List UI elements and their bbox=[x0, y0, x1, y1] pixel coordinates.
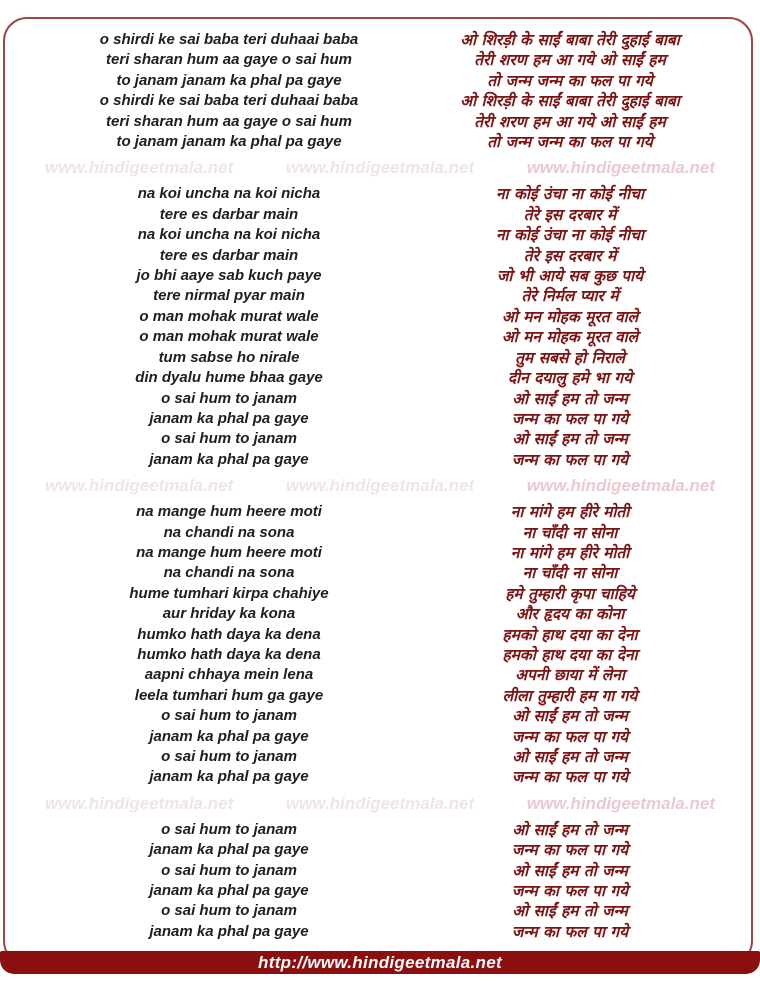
hindi-lyrics-column bbox=[380, 184, 760, 470]
footer-url-bar bbox=[0, 951, 760, 974]
lyric-line: ना कोई उंचा ना कोई नीचा bbox=[495, 226, 645, 245]
lyric-line: o shirdi ke sai baba teri duhaai baba bbox=[99, 92, 359, 110]
lyric-line: तुम सबसे हो निराले bbox=[515, 348, 625, 367]
stanza-2 bbox=[0, 184, 760, 470]
lyric-line: janam ka phal pa gaye bbox=[149, 409, 309, 427]
watermark-text: www.hindigeetmala.net bbox=[285, 793, 475, 813]
english-lyrics-column bbox=[0, 820, 380, 942]
lyric-line: tum sabse ho nirale bbox=[158, 348, 300, 366]
lyric-line: तो जन्म जन्म का फल पा गये bbox=[487, 71, 653, 90]
lyric-line: जन्म का फल पा गये bbox=[511, 882, 629, 901]
lyric-line: ना मांगे हम हीरे मोती bbox=[510, 503, 630, 522]
lyric-line: जन्म का फल पा गये bbox=[511, 450, 629, 469]
lyric-line: हमको हाथ दया का देना bbox=[502, 645, 638, 664]
lyric-line: to janam janam ka phal pa gaye bbox=[116, 133, 342, 151]
lyric-line: tere es darbar main bbox=[159, 205, 299, 223]
watermark-row-3 bbox=[0, 794, 760, 814]
watermark-text: www.hindigeetmala.net bbox=[526, 793, 715, 813]
lyric-line: जन्म का फल पा गये bbox=[511, 409, 629, 428]
lyric-line: janam ka phal pa gaye bbox=[149, 841, 309, 859]
lyric-line: जन्म का फल पा गये bbox=[511, 727, 629, 746]
stanza-4 bbox=[0, 820, 760, 942]
watermark-text: www.hindigeetmala.net bbox=[285, 476, 475, 496]
watermark-text: www.hindigeetmala.net bbox=[526, 476, 715, 496]
lyric-line: na chandi na sona bbox=[163, 564, 295, 582]
english-lyrics-column bbox=[0, 30, 380, 152]
lyric-line: ओ साईं हम तो जन्म bbox=[512, 902, 628, 921]
lyric-line: o sai hum to janam bbox=[161, 707, 297, 725]
lyric-line: ओ शिरड़ी के साईं बाबा तेरी दुहाई बाबा bbox=[460, 31, 680, 49]
lyric-line: दीन दयालु हमे भा गये bbox=[507, 369, 633, 388]
footer-url: http://www.hindigeetmala.net bbox=[258, 952, 502, 972]
lyric-line: ना चाँदी ना सोना bbox=[522, 523, 618, 542]
lyric-line: janam ka phal pa gaye bbox=[149, 768, 309, 786]
lyric-line: jo bhi aaye sab kuch paye bbox=[136, 267, 322, 285]
lyric-line: अपनी छाया में लेना bbox=[515, 666, 625, 685]
watermark-text: www.hindigeetmala.net bbox=[45, 158, 234, 178]
lyric-line: लीला तुम्हारी हम गा गये bbox=[502, 686, 638, 705]
lyric-line: ओ साईं हम तो जन्म bbox=[512, 820, 628, 839]
lyric-line: aur hriday ka kona bbox=[162, 605, 296, 623]
lyric-line: ओ मन मोहक मूरत वाले bbox=[501, 328, 639, 347]
lyric-line: na chandi na sona bbox=[163, 523, 295, 541]
lyric-line: leela tumhari hum ga gaye bbox=[134, 686, 324, 704]
lyric-line: ना कोई उंचा ना कोई नीचा bbox=[495, 185, 645, 204]
lyric-line: humko hath daya ka dena bbox=[137, 645, 321, 663]
lyric-line: ना चाँदी ना सोना bbox=[522, 564, 618, 583]
lyric-line: o sai hum to janam bbox=[161, 430, 297, 448]
lyric-line: na mange hum heere moti bbox=[136, 503, 322, 521]
lyric-line: aapni chhaya mein lena bbox=[144, 666, 314, 684]
lyric-line: teri sharan hum aa gaye o sai hum bbox=[106, 112, 352, 130]
lyric-line: तेरे इस दरबार में bbox=[523, 246, 617, 265]
hindi-lyrics-column bbox=[380, 30, 760, 152]
lyric-line: janam ka phal pa gaye bbox=[149, 922, 309, 940]
stanza-1 bbox=[0, 30, 760, 152]
lyric-line: humko hath daya ka dena bbox=[137, 625, 321, 643]
lyric-line: teri sharan hum aa gaye o sai hum bbox=[106, 51, 352, 69]
lyric-line: ओ साईं हम तो जन्म bbox=[512, 748, 628, 766]
lyric-line: to janam janam ka phal pa gaye bbox=[116, 71, 342, 89]
lyric-line: जन्म का फल पा गये bbox=[511, 768, 629, 787]
lyric-line: tere nirmal pyar main bbox=[153, 287, 305, 305]
watermark-text: www.hindigeetmala.net bbox=[285, 158, 475, 178]
lyric-line: janam ka phal pa gaye bbox=[149, 727, 309, 745]
lyric-line: ओ साईं हम तो जन्म bbox=[512, 389, 628, 408]
lyric-line: o man mohak murat wale bbox=[139, 307, 319, 325]
lyric-line: तेरे निर्मल प्यार में bbox=[521, 287, 619, 306]
lyric-line: o sai hum to janam bbox=[161, 861, 297, 879]
lyric-line: janam ka phal pa gaye bbox=[149, 450, 309, 468]
watermark-row-1 bbox=[0, 158, 760, 178]
lyric-line: tere es darbar main bbox=[159, 246, 299, 264]
lyric-line: o sai hum to janam bbox=[161, 902, 297, 920]
lyric-line: ओ शिरड़ी के साईं बाबा तेरी दुहाई बाबा bbox=[460, 92, 680, 111]
watermark-text: www.hindigeetmala.net bbox=[45, 476, 234, 496]
lyric-line: na mange hum heere moti bbox=[136, 543, 322, 561]
lyric-line: hume tumhari kirpa chahiye bbox=[129, 584, 329, 602]
lyric-line: तो जन्म जन्म का फल पा गये bbox=[487, 133, 653, 152]
lyric-line: ओ मन मोहक मूरत वाले bbox=[501, 307, 639, 326]
english-lyrics-column bbox=[0, 184, 380, 470]
watermark-text: www.hindigeetmala.net bbox=[526, 158, 715, 178]
hindi-lyrics-column bbox=[380, 502, 760, 788]
english-lyrics-column bbox=[0, 502, 380, 788]
lyric-line: janam ka phal pa gaye bbox=[149, 882, 309, 900]
lyric-line: हमको हाथ दया का देना bbox=[502, 625, 638, 644]
lyric-line: na koi uncha na koi nicha bbox=[137, 226, 321, 244]
stanza-3 bbox=[0, 502, 760, 788]
lyric-line: तेरी शरण हम आ गये ओ साईं हम bbox=[474, 112, 666, 131]
lyric-line: ना मांगे हम हीरे मोती bbox=[510, 543, 630, 562]
lyric-line: ओ साईं हम तो जन्म bbox=[512, 707, 628, 726]
watermark-row-2 bbox=[0, 476, 760, 496]
lyric-line: जन्म का फल पा गये bbox=[511, 922, 629, 941]
lyric-line: तेरी शरण हम आ गये ओ साईं हम bbox=[474, 51, 666, 70]
lyric-line: na koi uncha na koi nicha bbox=[137, 185, 321, 203]
lyric-line: और हृदय का कोना bbox=[515, 605, 625, 624]
lyric-line: जन्म का फल पा गये bbox=[511, 841, 629, 860]
lyric-line: ओ साईं हम तो जन्म bbox=[512, 430, 628, 449]
lyric-line: o shirdi ke sai baba teri duhaai baba bbox=[99, 31, 359, 48]
lyric-line: o sai hum to janam bbox=[161, 748, 297, 765]
lyric-line: ओ साईं हम तो जन्म bbox=[512, 861, 628, 880]
lyric-line: हमे तुम्हारी कृपा चाहिये bbox=[505, 584, 635, 603]
lyric-line: तेरे इस दरबार में bbox=[523, 205, 617, 224]
hindi-lyrics-column bbox=[380, 820, 760, 942]
lyric-line: din dyalu hume bhaa gaye bbox=[135, 369, 323, 387]
lyric-line: o sai hum to janam bbox=[161, 820, 297, 838]
lyric-line: o sai hum to janam bbox=[161, 389, 297, 407]
watermark-text: www.hindigeetmala.net bbox=[45, 793, 234, 813]
lyric-line: o man mohak murat wale bbox=[139, 328, 319, 346]
lyric-line: जो भी आये सब कुछ पाये bbox=[496, 267, 644, 286]
